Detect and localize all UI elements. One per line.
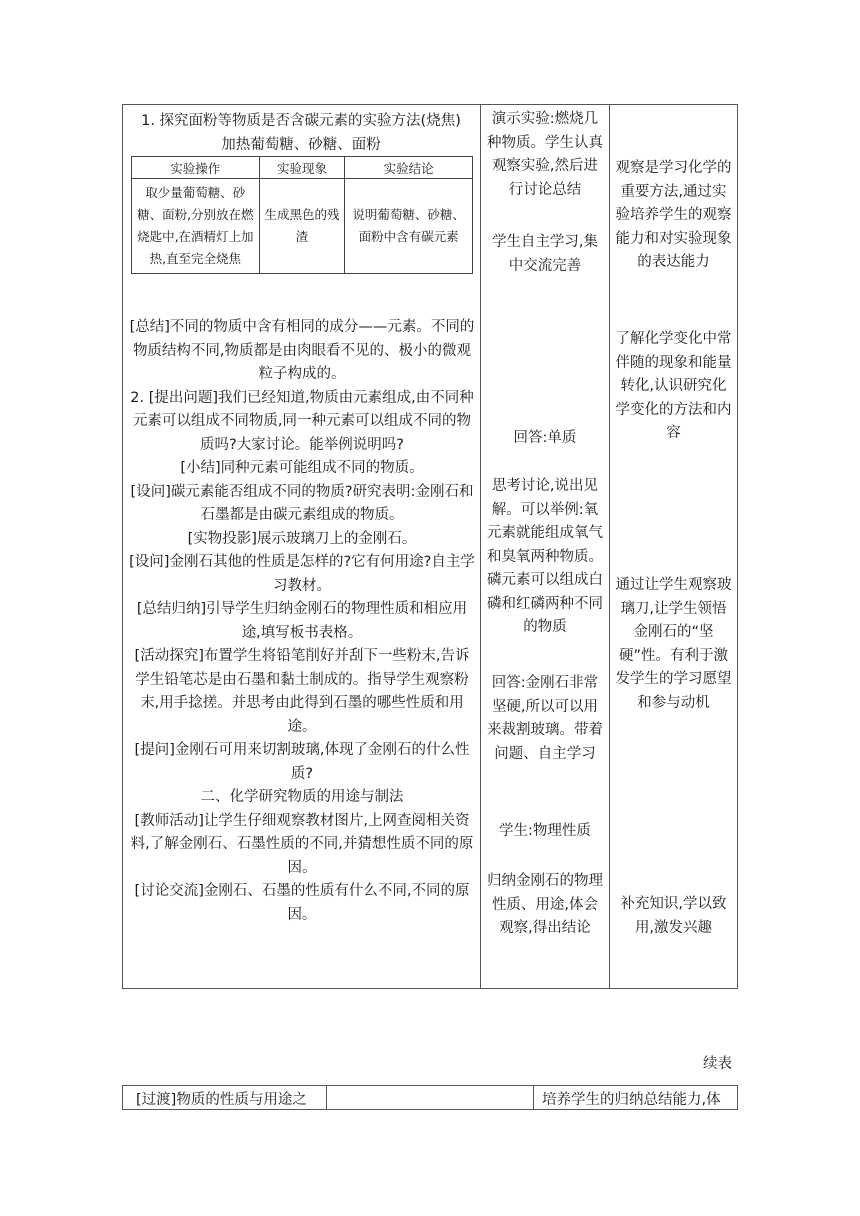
experiment-header-operation: 实验操作	[132, 157, 260, 179]
student-activity-1: 演示实验:燃烧几种物质。学生认真观察实验,然后进行讨论总结	[487, 111, 603, 198]
bottom-table-border-right	[737, 1085, 738, 1110]
paragraph-carbon-question: [设问]碳元素能否组成不同的物质?研究表明:金刚石和石墨都是由碳元素组成的物质。	[130, 483, 474, 523]
experiment-phenomenon-cell: 生成黑色的残渣	[259, 179, 345, 274]
table-col-divider-1	[480, 104, 481, 989]
student-activity-7: 归纳金刚石的物理性质、用途,体会观察,得出结论	[487, 873, 603, 936]
bottom-cell-intent: 培养学生的归纳总结能力,体	[542, 1092, 721, 1108]
experiment-table	[131, 156, 473, 274]
bottom-table-border-left	[122, 1085, 123, 1110]
bottom-table-border-bottom	[122, 1109, 738, 1110]
design-intent-1: 观察是学习化学的重要方法,通过实验培养学生的观察能力和对实验现象的表达能力	[615, 160, 732, 270]
design-intent-4: 补充知识,学以致用,激发兴趣	[620, 896, 727, 936]
continued-label: 续表	[703, 1056, 732, 1072]
paragraph-question: 2. [提出问题]我们已经知道,物质由元素组成,由不同种元素可以组成不同物质,同一种元素可以组成不同的物质吗?大家讨论。能举例说明吗?	[130, 389, 474, 453]
design-intent-3: 通过让学生观察玻璃刀,让学生领悟金刚石的“坚硬”性。有利于激发学生的学习愿望和参与动机	[615, 577, 732, 711]
bottom-cell-transition: [过渡]物质的性质与用途之	[136, 1092, 307, 1108]
paragraph-induction: [总结归纳]引导学生归纳金刚石的物理性质和相应用途,填写板书表格。	[136, 601, 468, 641]
student-activity-5: 回答:金刚石非常坚硬,所以可以用来裁割玻璃。带着问题、自主学习	[487, 675, 603, 762]
student-activity-4: 思考讨论,说出见解。可以举例:氧元素就能组成氧气和臭氧两种物质。磷元素可以组成白磷和红磷两种不同的物质	[487, 478, 603, 635]
student-activity-6: 学生:物理性质	[499, 823, 591, 839]
teacher-activity-heading	[128, 110, 474, 157]
heading-line-1: 1. 探究面粉等物质是否含碳元素的实验方法(烧焦)	[141, 113, 461, 129]
bottom-table-col-divider-2	[533, 1085, 534, 1110]
student-activity-3: 回答:单质	[513, 430, 577, 446]
student-activity-2: 学生自主学习,集中交流完善	[491, 234, 599, 274]
teacher-activity-body	[128, 316, 476, 927]
paragraph-teacher-activity: [教师活动]让学生仔细观察教材图片,上网查阅相关资料,了解金刚石、石墨性质的不同,并猜想性质不同的原因。	[130, 812, 474, 876]
paragraph-diamond-question: [设问]金刚石其他的性质是怎样的?它有何用途?自主学习教材。	[129, 554, 475, 594]
design-intent-2: 了解化学变化中常伴随的现象和能量转化,认识研究化学变化的方法和内容	[615, 331, 732, 441]
table-border-top	[122, 104, 738, 105]
table-col-divider-2	[609, 104, 610, 989]
experiment-header-phenomenon: 实验现象	[259, 157, 345, 179]
heading-line-2: 加热葡萄糖、砂糖、面粉	[221, 136, 381, 153]
bottom-table-col-divider-1	[326, 1085, 327, 1110]
paragraph-activity: [活动探究]布置学生将铅笔削好并刮下一些粉末,告诉学生铅笔芯是由石墨和黏土制成的。指导学生观察粉末,用手捻搓。并思考由此得到石墨的哪些性质和用途。	[134, 648, 470, 735]
experiment-operation-cell: 取少量葡萄糖、砂糖、面粉,分别放在燃烧匙中,在酒精灯上加热,直至完全烧焦	[132, 179, 260, 274]
paragraph-projection: [实物投影]展示玻璃刀上的金刚石。	[187, 530, 417, 547]
paragraph-conclusion: [小结]同种元素可能组成不同的物质。	[180, 460, 424, 476]
table-border-right	[737, 104, 738, 989]
bottom-table-border-top	[122, 1085, 738, 1086]
section-heading: 二、化学研究物质的用途与制法	[200, 789, 404, 805]
experiment-header-conclusion: 实验结论	[345, 157, 473, 179]
paragraph-discussion: [讨论交流]金刚石、石墨的性质有什么不同,不同的原因。	[134, 883, 470, 923]
paragraph-summary: [总结]不同的物质中含有相同的成分——元素。不同的物质结构不同,物质都是由肉眼看不见的、极小的微观粒子构成的。	[129, 319, 475, 382]
table-row	[132, 179, 473, 274]
experiment-conclusion-cell: 说明葡萄糖、砂糖、面粉中含有碳元素	[345, 179, 473, 274]
paragraph-ask: [提问]金刚石可用来切割玻璃,体现了金刚石的什么性质?	[134, 742, 470, 782]
table-border-left	[122, 104, 123, 989]
table-border-bottom	[122, 988, 738, 989]
